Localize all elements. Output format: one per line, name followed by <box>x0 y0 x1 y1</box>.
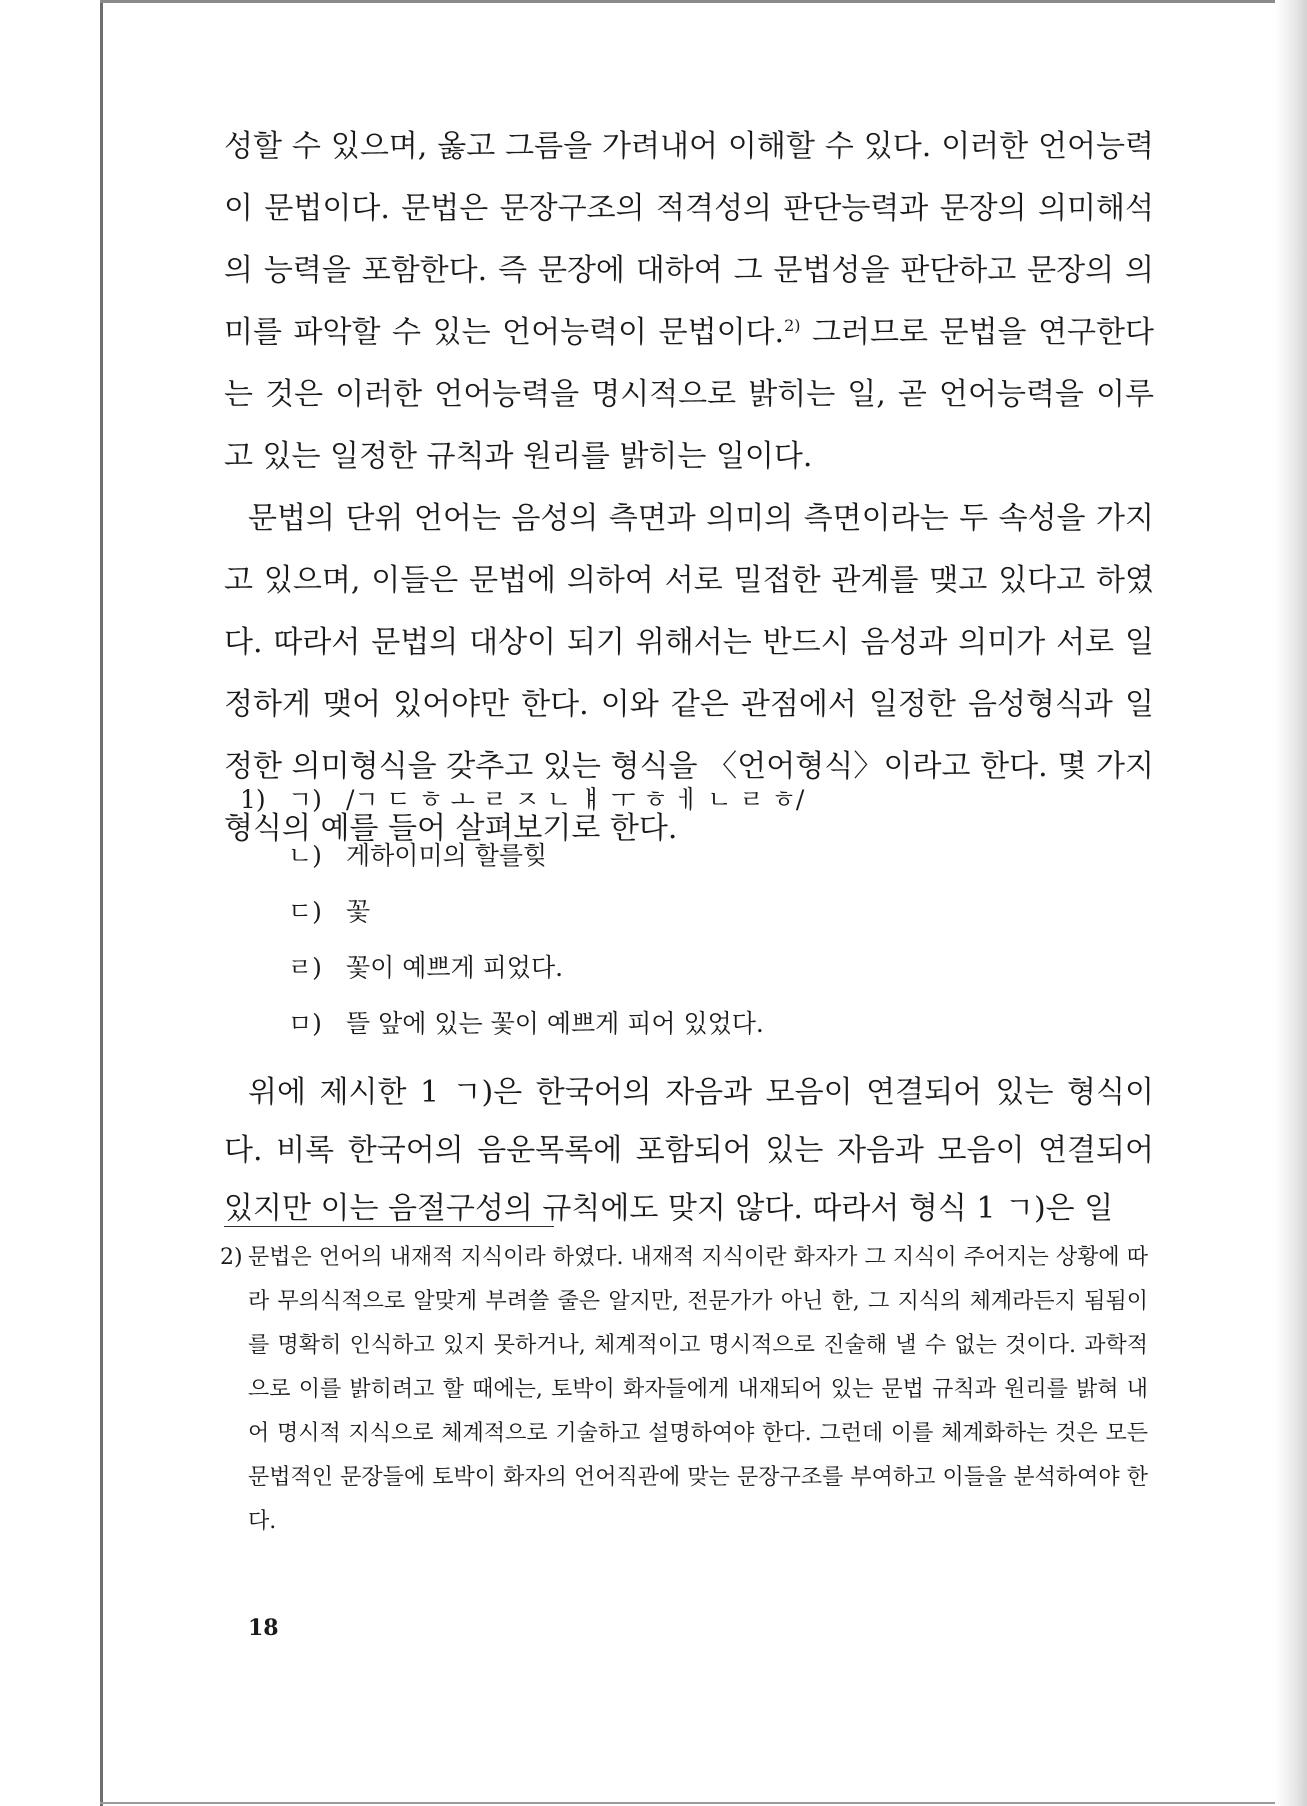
example-label: ㄴ) <box>288 841 322 870</box>
example-item <box>240 996 804 1052</box>
example-text: 뜰 앞에 있는 꽃이 예쁘게 피어 있었다. <box>346 1009 764 1038</box>
example-text: 게하이미의 할를힞 <box>346 841 548 870</box>
paragraph-1-text: 성할 수 있으며, 옳고 그름을 가려내어 이해할 수 있다. 이러한 언어능력이 문법이다. 문법은 문장구조의 적격성의 판단능력과 문장의 의미해석의 능력을 포함한다. 즉 문장에 대하여 그 문법성을 판단하고 문장의 의미를 파악할 수 있는 언어능력이 문법이다. <box>224 129 1154 350</box>
example-label: ㄱ) <box>288 785 322 814</box>
page-number: 18 <box>248 1615 279 1641</box>
page-right-shadow <box>1275 0 1307 1806</box>
footnote <box>220 1236 1148 1544</box>
page-margin-left <box>0 0 100 1806</box>
example-label: ㅁ) <box>288 1009 322 1038</box>
page-edge-line <box>100 0 103 1806</box>
example-text: 꽃 <box>346 897 371 926</box>
example-label: ㄹ) <box>288 953 322 982</box>
page-top-edge <box>100 0 1290 3</box>
body-text-upper <box>224 116 1154 860</box>
example-text: /ㄱ ㄷ ㅎ ㅗ ㄹ ㅈ ㄴ ㅒ ㅜ ㅎ ㅔ ㄴ ㄹ ㅎ/ <box>346 785 805 814</box>
example-number: 1) <box>240 785 266 814</box>
example-item <box>240 884 804 940</box>
page-bottom-edge <box>100 1802 1290 1804</box>
footnote-text: 문법은 언어의 내재적 지식이라 하였다. 내재적 지식이란 화자가 그 지식이 주어지는 상황에 따라 무의식적으로 알맞게 부려쓸 줄은 알지만, 전문가가 아닌 한, 그 지식의 체계라든지 됨됨이를 명확히 인식하고 있지 못하거나, 체계적이고 명시적으로 진술해 낼 수 없는 것이다. 과학적으로 이를 밝히려고 할 때에는, 토박이 화자들에게 내재되어 있는 문법 규칙과 원리를 밝혀 내어 명시적 지식으로 체계적으로 기술하고 설명하여야 한다. 그런데 이를 체계화하는 것은 모든 문법적인 문장들에 토박이 화자의 언어직관에 맞는 문장구조를 부여하고 이들을 분석하여야 한다. <box>248 1245 1148 1534</box>
example-item <box>240 772 804 828</box>
footnote-divider <box>224 1226 554 1227</box>
paragraph-3: 위에 제시한 1 ㄱ)은 한국어의 자음과 모음이 연결되어 있는 형식이다. 비록 한국어의 음운목록에 포함되어 있는 자음과 모음이 연결되어 있지만 이는 음절구성의 규칙에도 맞지 않다. 따라서 형식 1 ㄱ)은 일 <box>224 1075 1154 1226</box>
example-label: ㄷ) <box>288 897 322 926</box>
example-item <box>240 940 804 996</box>
example-text: 꽃이 예쁘게 피었다. <box>346 953 564 982</box>
paragraph-2: 문법의 단위 언어는 음성의 측면과 의미의 측면이라는 두 속성을 가지고 있으며, 이들은 문법에 의하여 서로 밀접한 관계를 맺고 있다고 하였다. 따라서 문법의 대상이 되기 위해서는 반드시 음성과 의미가 서로 일정하게 맺어 있어야만 한다. 이와 같은 관점에서 일정한 음성형식과 일정한 의미형식을 갖추고 있는 형식을 〈언어형식〉이라고 한다. 몇 가지 형식의 예를 들어 살펴보기로 한다. <box>224 501 1154 846</box>
example-list <box>240 772 804 1052</box>
paragraph-1-continued: 그러므로 문법을 연구한다는 것은 이러한 언어능력을 명시적으로 밝히는 일, 곧 언어능력을 이루고 있는 일정한 규칙과 원리를 밝히는 일이다. <box>224 315 1154 474</box>
body-text-lower <box>224 1064 1154 1238</box>
footnote-reference: 2) <box>784 316 801 335</box>
paragraph-1 <box>224 116 1154 488</box>
footnote-mark: 2) <box>220 1245 243 1270</box>
example-item <box>240 828 804 884</box>
